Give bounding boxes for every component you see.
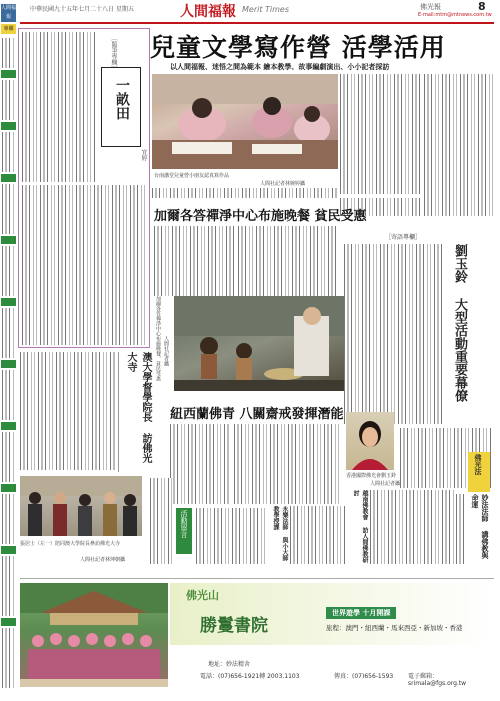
page-number: 8 <box>478 0 486 13</box>
ad-banner <box>20 578 494 693</box>
article2-headline: 加爾各答禪淨中心布施晚餐 貧民受惠 <box>154 209 367 224</box>
article2-caption: 加爾各答禪淨中心布施晚餐，貧民受惠 <box>155 296 161 381</box>
activity-tag: 活動留言 <box>176 508 192 554</box>
sidebar-green-8 <box>1 484 16 492</box>
article2-photo <box>174 296 344 391</box>
column-box <box>18 28 150 348</box>
column-tag: ［隨筆專欄］ <box>110 35 117 71</box>
column-title: 一畝田 <box>114 78 130 120</box>
ad-badge-label: 佛光山 <box>186 589 219 602</box>
conference-title-box: 越南佛教會 訪人間佛教研討 <box>352 490 368 563</box>
feature-caption: 香港國際佛光會劉玉鈴 <box>346 473 397 479</box>
sidebar-green-1 <box>1 70 16 78</box>
macau-headline: 澳大學督學院長 訪佛光大寺 <box>125 352 151 463</box>
logo-english: Merit Times <box>242 5 290 14</box>
ad-email: 電子郵箱：srimala@fgs.org.tw <box>408 673 467 687</box>
feature-tag: ［寄語專欄］ <box>385 234 422 241</box>
ad-badge <box>170 583 492 645</box>
masthead <box>0 0 500 26</box>
ad-photo <box>20 583 168 687</box>
macau-credit: 人間社記者林坤朝攝 <box>80 557 126 563</box>
feature-title-box <box>448 244 488 424</box>
feature-title: 劉玉鈴 大型活動重要幕僚 <box>452 244 467 402</box>
ad-tour-line: 旅程：澳門・紐西蘭・馬來西亞・新加坡・香港 <box>326 624 463 632</box>
article2-credit: 人間社記者攝 <box>163 336 169 366</box>
sidebar-top-tag: 人間福報 <box>1 5 17 20</box>
main-headline: 兒童文學寫作營 活學活用 <box>150 33 446 62</box>
column-author: 宜婷 <box>140 149 147 161</box>
ad-title: 勝鬘書院 <box>200 616 268 636</box>
sidebar-tag: 專欄 <box>1 24 16 34</box>
photo1-credit: 人間社記者林婉婷攝 <box>260 181 306 187</box>
macau-title-box <box>118 352 151 472</box>
left-sidebar <box>0 0 17 701</box>
main-subhead: 以人間福報、迷悟之間為範本 繪本教學、故事編劇演出、小小記者採訪 <box>170 63 390 71</box>
bottom-col-title-box: 妙法法師 講佛教與命運 <box>471 494 490 559</box>
article2-caption-col <box>150 296 172 386</box>
article3-headline: 紐西蘭佛青 八關齋戒發揮潛能 <box>170 407 344 422</box>
feature-photo <box>346 412 394 470</box>
sidebar-green-2 <box>1 122 16 130</box>
ad-fax: 傳真：(07)656-1593 <box>334 673 394 680</box>
logo: 人間福報 <box>180 4 236 20</box>
sidebar-green-4 <box>1 236 16 244</box>
macau-photo <box>20 476 142 536</box>
sidebar-green-7 <box>1 422 16 430</box>
bottom-col-label: 佛光法 <box>468 452 490 492</box>
sidebar-green-9 <box>1 546 16 554</box>
email-line: E-mail:mtm@mtnews.com.tw <box>418 12 492 18</box>
ad-address: 地址：妙法精舍 <box>208 661 251 668</box>
sidebar-green-3 <box>1 174 16 182</box>
section-name: 佛光報 <box>420 3 441 11</box>
main-photo <box>152 74 338 169</box>
feature-credit: 人間社記者攝 <box>370 481 401 487</box>
sidebar-green-5 <box>1 298 16 306</box>
sidebar-green-10 <box>1 618 16 626</box>
ad-tour-title: 世界遊學 十月開課 <box>326 607 396 619</box>
date-line: 中華民國九十五年七月二十八日 星期五 <box>30 6 134 13</box>
masthead-rule <box>20 22 494 24</box>
sidebar-green-6 <box>1 360 16 368</box>
ad-phone: 電話：(07)656-1921轉 2003.1103 <box>200 673 300 680</box>
macau-caption: 張居士（左一）陪同澳大學院長參訪佛光大寺 <box>20 541 121 547</box>
column-title-box <box>101 67 141 147</box>
class-col-title-box: 永樂法師 與小大師教學授課 <box>272 506 288 561</box>
photo1-caption: 台南講堂兒童營小朋友認真寫作品 <box>154 173 230 179</box>
